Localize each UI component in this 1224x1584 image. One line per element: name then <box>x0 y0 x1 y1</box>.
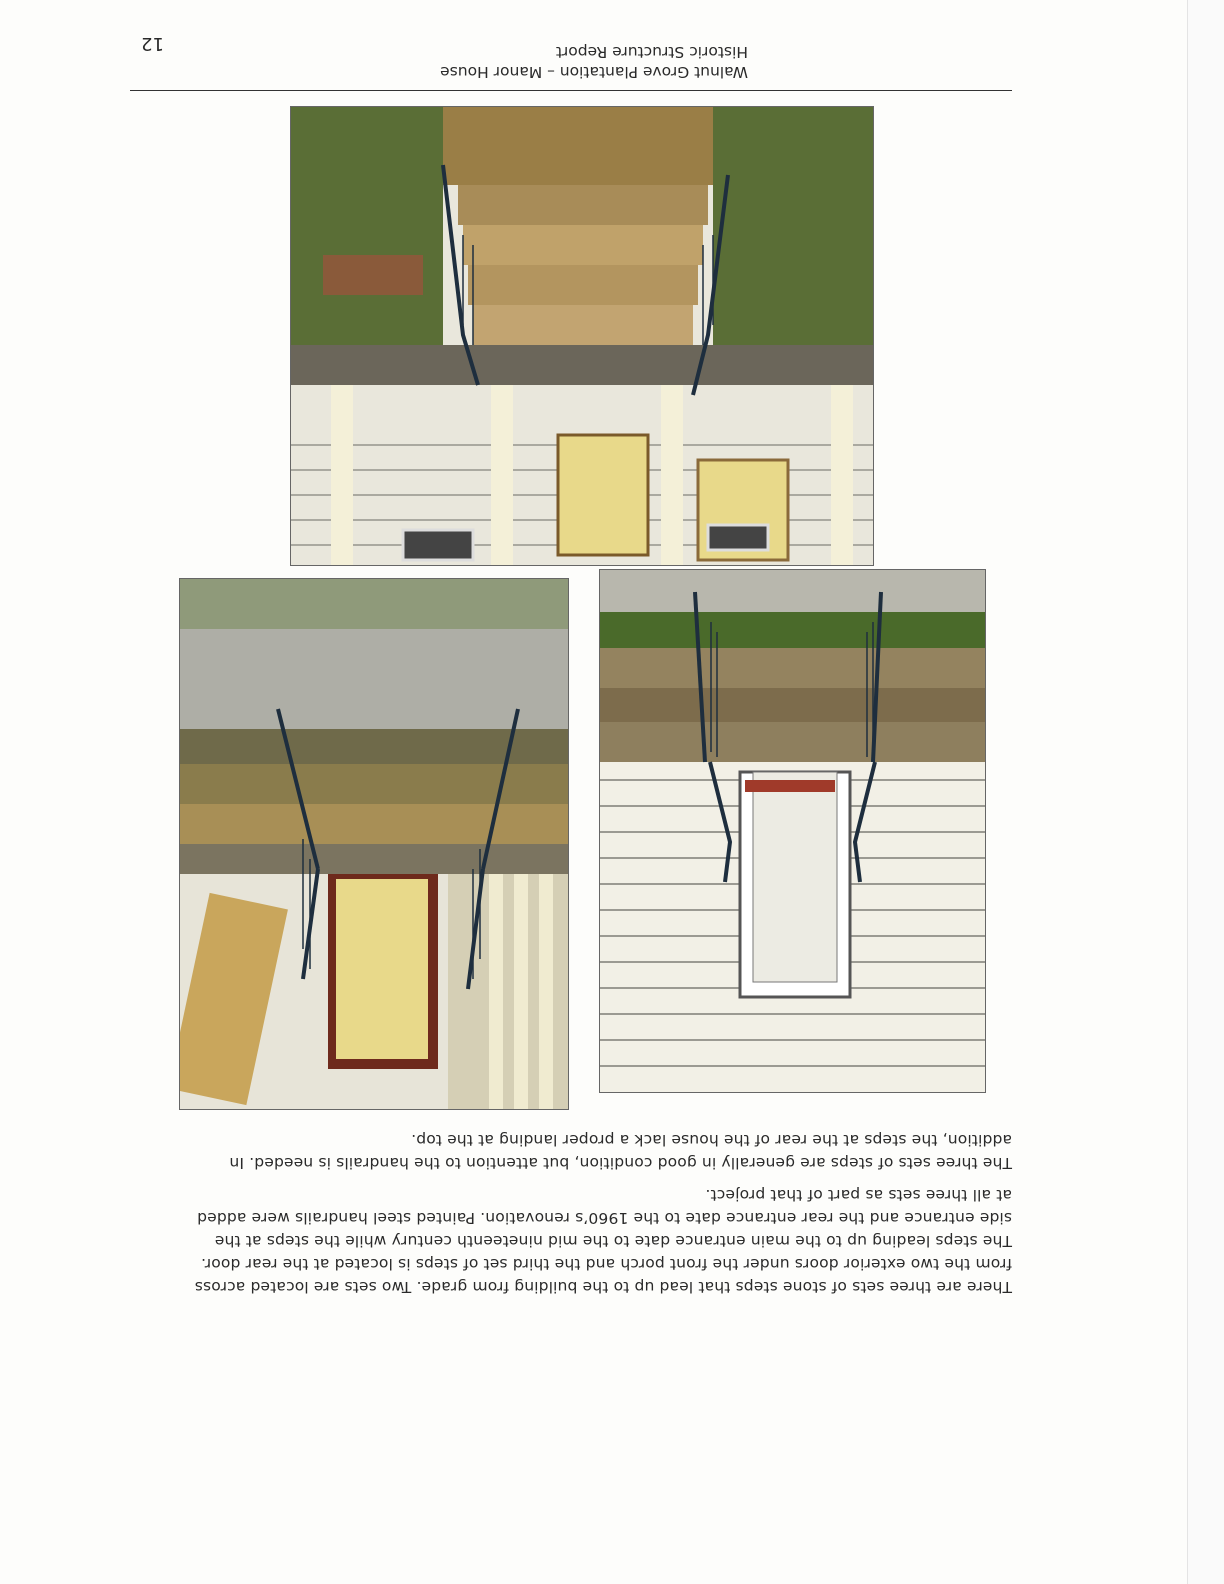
photo-rear-entrance-steps <box>179 578 569 1110</box>
photo-side-entrance-steps <box>599 569 986 1093</box>
photo-main-entrance-steps <box>290 106 874 566</box>
paragraph-steps-condition: The three sets of steps are generally in good condition, but attention to the handrails is needed. In addition, the steps at the rear of the house lack a proper landing at the top. <box>229 1131 1012 1172</box>
footer-rule <box>130 90 1012 91</box>
footer-title-line-1: Walnut Grove Plantation – Manor House <box>440 63 748 81</box>
page-number: 12 <box>141 33 164 54</box>
footer-title <box>418 42 748 82</box>
scan-edge <box>1187 0 1224 1584</box>
footer-title-line-2: Historic Structure Report <box>555 43 748 61</box>
paragraph-steps-description: There are three sets of stone steps that lead up to the building from grade. Two sets are located across from the two exterior doors under the front porch and the third set of steps is located at the rear door. The steps leading up to the main entrance date to the mid nineteenth century while the steps at the side entrance and the rear entrance date to the 1960’s renovation. Painted steel handrails were added at all three sets as part of that project. <box>194 1186 1012 1296</box>
